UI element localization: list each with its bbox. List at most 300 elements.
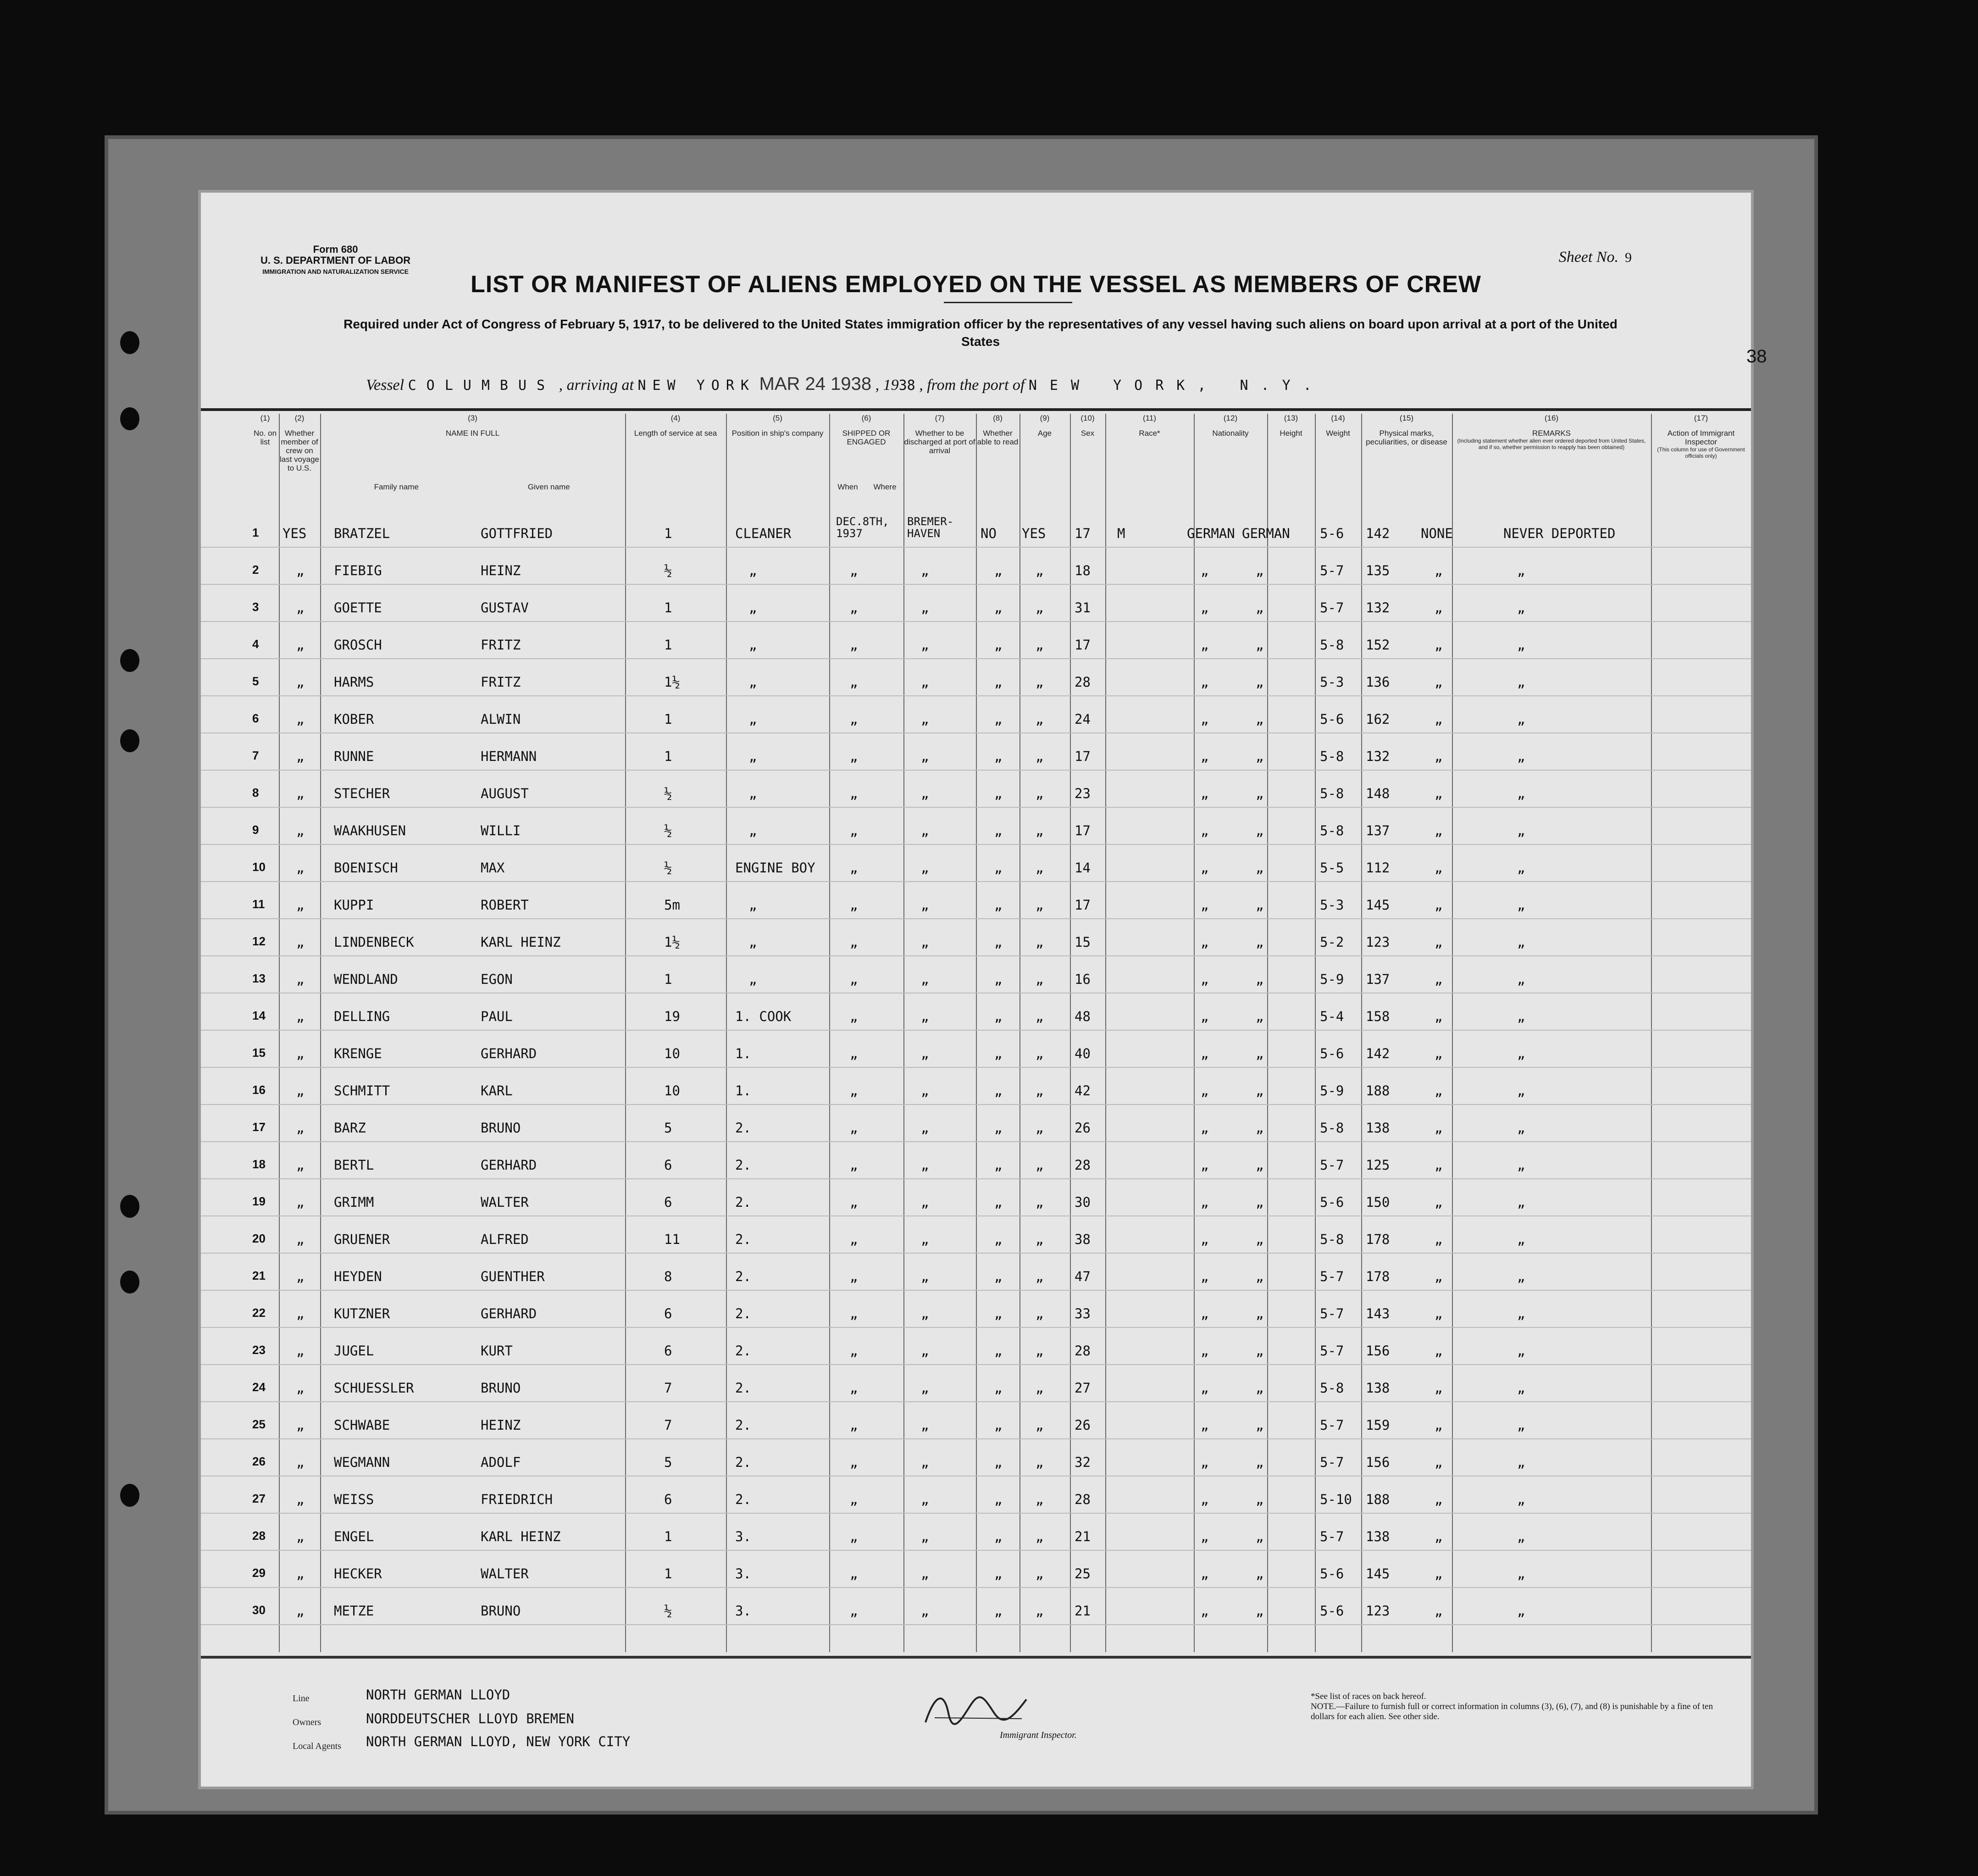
able-to-read: „ (1036, 637, 1044, 653)
physical-marks: „ (1435, 1566, 1443, 1582)
crew-last-voyage: „ (296, 1343, 305, 1359)
vessel-line (366, 374, 1324, 394)
physical-marks: „ (1435, 1603, 1443, 1619)
shipped-when: „ (850, 600, 858, 616)
age: 40 (1075, 1046, 1091, 1061)
family-name: HEYDEN (334, 1269, 382, 1284)
shipped-where: „ (921, 563, 929, 578)
discharged: „ (994, 1120, 1003, 1136)
binder-hole (120, 1195, 139, 1218)
shipped-when: „ (850, 1417, 858, 1433)
position: CLEANER (735, 526, 792, 541)
height: 5-7 (1320, 1454, 1344, 1470)
able-to-read: „ (1036, 1529, 1044, 1544)
length-of-service: 10 (664, 1083, 680, 1099)
column-label: Action of Immigrant Inspector (1667, 429, 1735, 446)
height: 5-7 (1320, 1269, 1344, 1284)
physical-marks: „ (1435, 1083, 1443, 1099)
race: „ (1201, 1083, 1209, 1099)
able-to-read: „ (1036, 823, 1044, 838)
column-divider (320, 414, 321, 1652)
shipped-when: „ (850, 1492, 858, 1507)
shipped-when: „ (850, 563, 858, 578)
position: 2. (735, 1232, 751, 1247)
remarks: „ (1517, 1232, 1525, 1247)
column-header (829, 414, 903, 491)
remarks: „ (1517, 934, 1525, 950)
shipped-when: „ (850, 1306, 858, 1321)
position: 2. (735, 1157, 751, 1173)
length-of-service: 1 (664, 971, 672, 987)
given-name: BRUNO (481, 1120, 521, 1136)
length-of-service: 11 (664, 1232, 680, 1247)
column-header (320, 414, 625, 491)
shipped-when: „ (850, 1194, 858, 1210)
height: 5-10 (1320, 1492, 1352, 1507)
shipped-where: „ (921, 1417, 929, 1433)
able-to-read: „ (1036, 934, 1044, 950)
position: „ (749, 563, 757, 578)
family-name: GRUENER (334, 1232, 390, 1247)
family-name: HECKER (334, 1566, 382, 1582)
nationality: „ (1256, 1306, 1264, 1321)
column-number: (1) (260, 414, 270, 422)
discharged: NO (981, 526, 997, 541)
family-name: SCHUESSLER (334, 1380, 414, 1396)
position: „ (749, 711, 757, 727)
race: „ (1201, 1194, 1209, 1210)
position: 2. (735, 1306, 751, 1321)
discharged: „ (994, 897, 1003, 913)
length-of-service: 10 (664, 1046, 680, 1061)
able-to-read: „ (1036, 1232, 1044, 1247)
family-name: BARZ (334, 1120, 366, 1136)
family-name: HARMS (334, 674, 374, 690)
shipped-when: „ (850, 1083, 858, 1099)
length-of-service: ½ (664, 860, 672, 876)
race: „ (1201, 711, 1209, 727)
family-name: STECHER (334, 786, 390, 801)
family-name: KUTZNER (334, 1306, 390, 1321)
position: 2. (735, 1492, 751, 1507)
family-name: RUNNE (334, 749, 374, 764)
row-number: 24 (252, 1380, 266, 1394)
column-number: (8) (993, 414, 1003, 422)
row-number: 21 (252, 1269, 266, 1282)
race: „ (1201, 674, 1209, 690)
given-name: GOTTFRIED (481, 526, 553, 541)
row-number: 23 (252, 1343, 266, 1357)
row-number: 17 (252, 1120, 266, 1134)
row-number: 11 (252, 897, 265, 911)
nationality: „ (1256, 1343, 1264, 1359)
height: 5-9 (1320, 1083, 1344, 1099)
remarks: „ (1517, 1380, 1525, 1396)
column-number: (5) (773, 414, 782, 422)
row-rule (201, 1327, 1751, 1328)
weight: 145 (1366, 897, 1390, 913)
position: „ (749, 786, 757, 801)
inspector-signature (916, 1686, 1036, 1732)
height: 5-4 (1320, 1009, 1344, 1024)
length-of-service: ½ (664, 1603, 672, 1619)
column-header (1452, 414, 1651, 450)
family-name: METZE (334, 1603, 374, 1619)
given-name: HERMANN (481, 749, 537, 764)
shipped-when: „ (850, 897, 858, 913)
crew-last-voyage: „ (296, 674, 305, 690)
column-divider (1070, 414, 1071, 1652)
column-number: (6) (861, 414, 871, 422)
discharged: „ (994, 1454, 1003, 1470)
given-name: FRIEDRICH (481, 1492, 553, 1507)
height: 5-6 (1320, 1194, 1344, 1210)
shipped-when: „ (850, 1380, 858, 1396)
age: 32 (1075, 1454, 1091, 1470)
age: 28 (1075, 1343, 1091, 1359)
given-name: KARL HEINZ (481, 1529, 561, 1544)
shipped-where: „ (921, 1046, 929, 1061)
shipped-where: „ (921, 637, 929, 653)
family-name: SCHMITT (334, 1083, 390, 1099)
length-of-service: 6 (664, 1306, 672, 1321)
age: 18 (1075, 563, 1091, 578)
given-name: FRITZ (481, 637, 521, 653)
physical-marks: „ (1435, 1157, 1443, 1173)
column-header (1105, 414, 1194, 438)
length-of-service: 1 (664, 1529, 672, 1544)
discharged: „ (994, 674, 1003, 690)
sheet-value: 9 (1625, 250, 1632, 265)
weight: 145 (1366, 1566, 1390, 1582)
binder-hole (120, 649, 139, 672)
crew-last-voyage: „ (296, 860, 305, 876)
manifest-table (201, 408, 1751, 1656)
position: 2. (735, 1380, 751, 1396)
remarks: „ (1517, 1529, 1525, 1544)
nationality: „ (1256, 786, 1264, 801)
crew-last-voyage: „ (296, 1232, 305, 1247)
shipped-when: „ (850, 674, 858, 690)
given-name: ALWIN (481, 711, 521, 727)
column-header (279, 414, 320, 472)
given-name: FRITZ (481, 674, 521, 690)
able-to-read: „ (1036, 1120, 1044, 1136)
column-label: Physical marks, peculiarities, or disease (1366, 429, 1447, 446)
physical-marks: „ (1435, 1009, 1443, 1024)
age: 30 (1075, 1194, 1091, 1210)
discharged: „ (994, 563, 1003, 578)
weight: 156 (1366, 1343, 1390, 1359)
row-rule (201, 844, 1751, 845)
year-suffix: 38 (898, 377, 915, 394)
row-number: 25 (252, 1417, 266, 1431)
row-number: 30 (252, 1603, 266, 1617)
nationality: „ (1256, 1083, 1264, 1099)
discharged: „ (994, 1529, 1003, 1544)
row-rule (201, 770, 1751, 771)
family-name: WEISS (334, 1492, 374, 1507)
length-of-service: 1 (664, 711, 672, 727)
height: 5-6 (1320, 526, 1344, 541)
race: „ (1201, 860, 1209, 876)
shipped-where: „ (921, 1194, 929, 1210)
weight: 123 (1366, 934, 1390, 950)
shipped-when: „ (850, 637, 858, 653)
position: 2. (735, 1454, 751, 1470)
family-name: LINDENBECK (334, 934, 414, 950)
remarks: „ (1517, 1083, 1525, 1099)
physical-marks: „ (1435, 600, 1443, 616)
column-number: (4) (670, 414, 681, 422)
weight: 142 (1366, 526, 1390, 541)
race: „ (1201, 1417, 1209, 1433)
column-subheader: Given name (527, 483, 570, 491)
column-note: (Including statement whether alien ever ordered deported from United States, and if so, whether permission to reapply has been obtained) (1457, 438, 1646, 450)
given-name: GERHARD (481, 1157, 537, 1173)
given-name: WILLI (481, 823, 521, 838)
column-header (1194, 414, 1267, 438)
column-label: NAME IN FULL (445, 429, 500, 438)
age: 16 (1075, 971, 1091, 987)
discharged: „ (994, 1269, 1003, 1284)
given-name: GERHARD (481, 1306, 537, 1321)
sheet-label: Sheet No. (1558, 249, 1618, 266)
age: 28 (1075, 1157, 1091, 1173)
physical-marks: „ (1435, 749, 1443, 764)
position: „ (749, 749, 757, 764)
crew-last-voyage: „ (296, 934, 305, 950)
remarks: „ (1517, 897, 1525, 913)
crew-last-voyage: „ (296, 1157, 305, 1173)
race: „ (1201, 637, 1209, 653)
shipped-where: „ (921, 786, 929, 801)
given-name: KURT (481, 1343, 513, 1359)
length-of-service: 7 (664, 1417, 672, 1433)
physical-marks: „ (1435, 1417, 1443, 1433)
shipped-where: „ (921, 1343, 929, 1359)
height: 5-7 (1320, 1529, 1344, 1544)
crew-last-voyage: „ (296, 823, 305, 838)
column-number: (12) (1223, 414, 1238, 422)
age: 15 (1075, 934, 1091, 950)
discharged: „ (994, 1009, 1003, 1024)
position: „ (749, 637, 757, 653)
physical-marks: „ (1435, 1232, 1443, 1247)
column-header (1267, 414, 1315, 438)
shipped-where: „ (921, 1157, 929, 1173)
able-to-read: „ (1036, 1492, 1044, 1507)
column-number: (7) (935, 414, 945, 422)
nationality: „ (1256, 1009, 1264, 1024)
remarks: NEVER DEPORTED (1503, 526, 1616, 541)
weight: 158 (1366, 1009, 1390, 1024)
row-number: 15 (252, 1046, 266, 1060)
crew-last-voyage: „ (296, 1306, 305, 1321)
height: 5-6 (1320, 1046, 1344, 1061)
row-number: 3 (252, 600, 259, 614)
column-label: No. on list (253, 429, 277, 446)
crew-last-voyage: „ (296, 1492, 305, 1507)
discharged: „ (994, 749, 1003, 764)
height: 5-8 (1320, 1232, 1344, 1247)
column-number: (3) (468, 414, 477, 422)
age: 26 (1075, 1417, 1091, 1433)
remarks: „ (1517, 749, 1525, 764)
footer-notes (1311, 1692, 1723, 1722)
able-to-read: „ (1036, 674, 1044, 690)
age: 23 (1075, 786, 1091, 801)
agents-value: NORTH GERMAN LLOYD, NEW YORK CITY (366, 1734, 631, 1749)
race: „ (1201, 1380, 1209, 1396)
height: 5-6 (1320, 711, 1344, 727)
column-header (625, 414, 726, 438)
column-header (976, 414, 1019, 446)
height: 5-7 (1320, 600, 1344, 616)
weight: 137 (1366, 823, 1390, 838)
nationality: „ (1256, 1492, 1264, 1507)
discharged: „ (994, 1603, 1003, 1619)
shipped-where: „ (921, 1566, 929, 1582)
discharged: „ (994, 1232, 1003, 1247)
row-rule (201, 1587, 1751, 1588)
column-divider (279, 414, 280, 1652)
shipped-where: „ (921, 1269, 929, 1284)
crew-last-voyage: „ (296, 1046, 305, 1061)
column-divider (1105, 414, 1106, 1652)
footer-rule (201, 1656, 1751, 1659)
column-header (903, 414, 976, 455)
able-to-read: „ (1036, 1046, 1044, 1061)
row-rule (201, 1401, 1751, 1402)
shipped-when: „ (850, 1157, 858, 1173)
row-rule (201, 1067, 1751, 1068)
able-to-read: „ (1036, 1083, 1044, 1099)
family-name: KUPPI (334, 897, 374, 913)
vessel-label: Vessel (366, 377, 404, 394)
column-subheader: Where (873, 483, 897, 491)
remarks: „ (1517, 711, 1525, 727)
physical-marks: „ (1435, 637, 1443, 653)
column-divider (1361, 414, 1362, 1652)
family-name: FIEBIG (334, 563, 382, 578)
family-name: ENGEL (334, 1529, 374, 1544)
nationality: „ (1256, 934, 1264, 950)
shipped-where: „ (921, 934, 929, 950)
race: „ (1201, 934, 1209, 950)
crew-last-voyage: „ (296, 563, 305, 578)
given-name: GERHARD (481, 1046, 537, 1061)
physical-marks: „ (1435, 711, 1443, 727)
family-name: BOENISCH (334, 860, 398, 876)
age: 47 (1075, 1269, 1091, 1284)
owners-value: NORDDEUTSCHER LLOYD BREMEN (366, 1711, 574, 1726)
row-number: 28 (252, 1529, 266, 1543)
binder-hole (120, 1484, 139, 1507)
row-number: 10 (252, 860, 266, 874)
height: 5-3 (1320, 674, 1344, 690)
nationality: „ (1256, 1529, 1264, 1544)
length-of-service: ½ (664, 563, 672, 578)
given-name: ROBERT (481, 897, 529, 913)
position: „ (749, 971, 757, 987)
position: ENGINE BOY (735, 860, 815, 876)
able-to-read: „ (1036, 1194, 1044, 1210)
column-number: (13) (1284, 414, 1298, 422)
discharged: „ (994, 600, 1003, 616)
nationality: „ (1256, 1417, 1264, 1433)
remarks: „ (1517, 1009, 1525, 1024)
length-of-service: 5 (664, 1454, 672, 1470)
crew-last-voyage: „ (296, 971, 305, 987)
height: 5-7 (1320, 563, 1344, 578)
column-divider (1267, 414, 1268, 1652)
shipped-when: DEC.8TH, 1937 (836, 515, 889, 540)
row-number: 18 (252, 1157, 266, 1171)
shipped-when: „ (850, 823, 858, 838)
shipped-where: „ (921, 897, 929, 913)
department-name: U. S. DEPARTMENT OF LABOR (260, 255, 411, 266)
crew-last-voyage: „ (296, 711, 305, 727)
line-label: Line (293, 1693, 310, 1704)
column-number: (10) (1080, 414, 1095, 422)
given-name: WALTER (481, 1194, 529, 1210)
row-rule (201, 1104, 1751, 1105)
physical-marks: „ (1435, 1492, 1443, 1507)
race: „ (1201, 1120, 1209, 1136)
nationality: „ (1256, 674, 1264, 690)
discharged: „ (994, 860, 1003, 876)
physical-marks: „ (1435, 1529, 1443, 1544)
column-label: Weight (1326, 429, 1350, 438)
row-rule (201, 1364, 1751, 1365)
column-number: (16) (1544, 414, 1559, 422)
manifest-sheet (201, 193, 1767, 1787)
remarks: „ (1517, 1454, 1525, 1470)
remarks: „ (1517, 1417, 1525, 1433)
vessel-name: COLUMBUS (408, 377, 555, 394)
row-number: 13 (252, 971, 266, 985)
able-to-read: „ (1036, 1157, 1044, 1173)
position: 1. COOK (735, 1009, 792, 1024)
shipped-when: „ (850, 749, 858, 764)
length-of-service: ½ (664, 823, 672, 838)
column-number: (9) (1040, 414, 1050, 422)
weight: 125 (1366, 1157, 1390, 1173)
discharged: „ (994, 786, 1003, 801)
length-of-service: 6 (664, 1194, 672, 1210)
position: 2. (735, 1120, 751, 1136)
age: 17 (1075, 749, 1091, 764)
age: 14 (1075, 860, 1091, 876)
row-number: 7 (252, 749, 259, 762)
given-name: ADOLF (481, 1454, 521, 1470)
length-of-service: 1½ (664, 674, 680, 690)
column-number: (17) (1694, 414, 1708, 422)
able-to-read: „ (1036, 563, 1044, 578)
discharged: „ (994, 711, 1003, 727)
crew-last-voyage: „ (296, 786, 305, 801)
column-divider (829, 414, 830, 1652)
age: 28 (1075, 1492, 1091, 1507)
remarks: „ (1517, 823, 1525, 838)
length-of-service: 1 (664, 600, 672, 616)
row-rule (201, 658, 1751, 659)
race: „ (1201, 786, 1209, 801)
weight: 138 (1366, 1529, 1390, 1544)
nationality: „ (1256, 637, 1264, 653)
physical-marks: „ (1435, 786, 1443, 801)
